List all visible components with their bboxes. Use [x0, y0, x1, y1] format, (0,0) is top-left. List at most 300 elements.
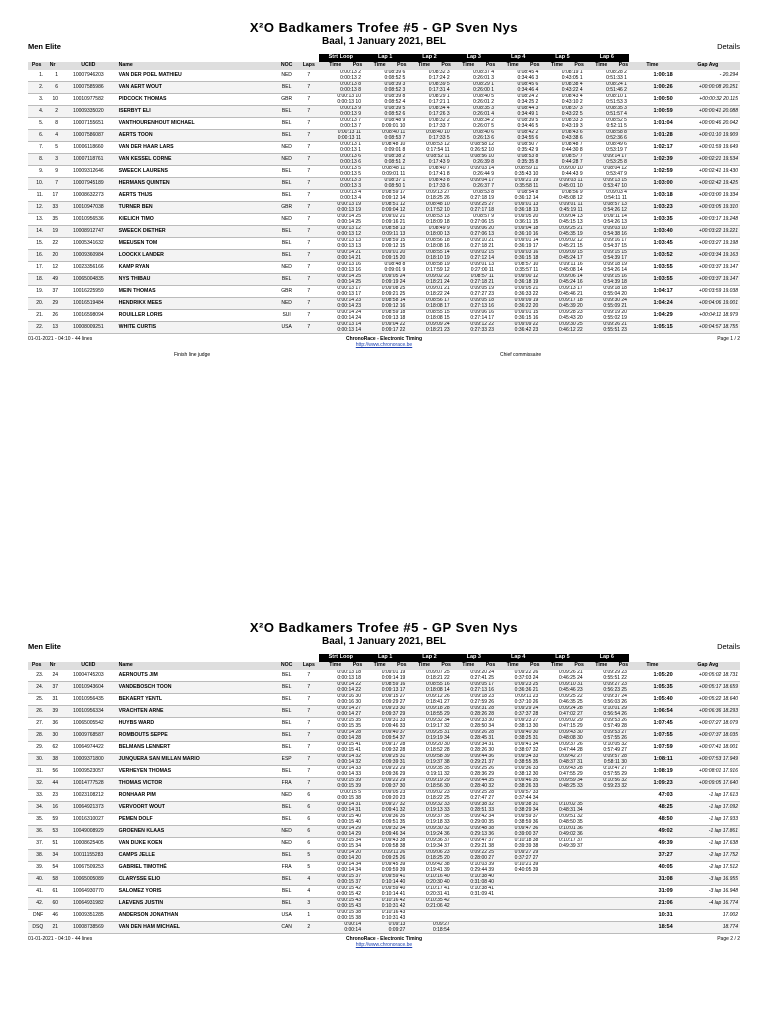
table-row[interactable]: [28, 82, 740, 94]
lap-split: [363, 778, 407, 790]
timing-url-link[interactable]: http://www.chronorace.be: [355, 342, 413, 348]
finish-time: 48:25: [629, 802, 676, 814]
gap-average: -1 lap 17.613: [676, 790, 740, 802]
lap-split: [363, 190, 407, 202]
lap-cumulative: 0:45:24 16: [559, 278, 583, 285]
rider-name: WHITE CURTIS: [117, 322, 275, 334]
lap-split: [540, 682, 584, 694]
lap-cumulative: 0:36:42 23: [514, 326, 539, 333]
lap-time: 0:09:26 28: [470, 729, 494, 736]
print-timestamp: 01-01-2021 - 04:10 - 44 lines: [28, 936, 93, 942]
lap-cumulative: 0:54:26 12: [603, 206, 627, 213]
lap-time: 0:08:39 5: [517, 117, 539, 124]
lap-cumulative: 0:45:15 13: [559, 218, 583, 225]
lap-split: [363, 130, 407, 142]
finish-time: 1:03:40: [629, 226, 676, 238]
lap-cumulative: 0:00:13 9: [340, 110, 361, 117]
rider-position: 25.: [28, 694, 45, 706]
table-row[interactable]: [28, 130, 740, 142]
lap-time: 0:00:14 21: [337, 249, 361, 256]
table-row[interactable]: [28, 670, 740, 682]
lap-cumulative: 0:26:01 4: [473, 110, 494, 117]
lap-time: 0:08:48 10: [381, 141, 406, 148]
rider-position: 19.: [28, 286, 45, 298]
lap-split: [540, 142, 584, 154]
lap-cumulative: 0:37:03 24: [514, 674, 539, 681]
rider-noc: BEL: [274, 250, 299, 262]
lap-split: [319, 838, 363, 850]
rider-name: NYS THIBAU: [117, 274, 275, 286]
rider-number: 5: [45, 142, 60, 154]
lap-cumulative: 0:27:18 19: [470, 194, 494, 201]
lap-cumulative: 0:27:17 18: [470, 206, 494, 213]
lap-time: 0:00:15 5: [340, 789, 361, 796]
lap-cumulative: 0:45:39 20: [559, 302, 583, 309]
table-row[interactable]: [28, 898, 740, 910]
lap-time: 0:08:58 19: [426, 261, 450, 268]
lap-time: 0:09:15 15: [603, 249, 627, 256]
table-row[interactable]: [28, 922, 740, 934]
table-row[interactable]: [28, 910, 740, 922]
lap-split: [585, 898, 629, 910]
table-row[interactable]: [28, 322, 740, 334]
column-header-split-time: Time: [452, 62, 485, 70]
table-row[interactable]: [28, 742, 740, 754]
gap-average: +00:02:41 19.430: [676, 166, 740, 178]
results-body: [28, 70, 740, 334]
lap-split: [452, 730, 496, 742]
lap-cumulative: 0:36:22 20: [514, 302, 539, 309]
lap-split: [452, 910, 496, 922]
lap-cumulative: 0:00:13 13: [337, 242, 361, 249]
column-header-nr: Nr: [45, 62, 60, 70]
table-row[interactable]: [28, 778, 740, 790]
lap-split: [363, 838, 407, 850]
lap-cumulative: 0:00:13 7: [340, 122, 361, 129]
timing-url-link[interactable]: http://www.chronorace.be: [355, 942, 413, 948]
rider-uciid: 10008009251: [60, 322, 117, 334]
lap-cumulative: 0:37:27 27: [514, 854, 539, 861]
table-row[interactable]: [28, 802, 740, 814]
finish-time: 1:08:19: [629, 766, 676, 778]
page-header: [28, 636, 740, 654]
rider-name: KAMP RYAN: [117, 262, 275, 274]
lap-cumulative: 0:57:49 28: [603, 722, 627, 729]
lap-cumulative: 0:00:14 34: [337, 866, 361, 873]
lap-cumulative: 0:09:13 17: [381, 686, 406, 693]
gap-average: +00:07:27 18.079: [676, 718, 740, 730]
finish-time: 1:05:15: [629, 322, 676, 334]
results-body: [28, 670, 740, 934]
page-title: X²O Badkamers Trofee #5 - GP Sven Nys: [249, 20, 519, 35]
table-row[interactable]: [28, 226, 740, 238]
table-row[interactable]: [28, 70, 740, 82]
lap-split: [407, 910, 451, 922]
rider-number: 6: [45, 82, 60, 94]
lap-cumulative: 0:45:19 11: [559, 206, 583, 213]
lap-cumulative: 0:00:13 17: [337, 290, 361, 297]
lap-cumulative: 0:52:36 6: [606, 134, 627, 141]
lap-time: 0:09:42 27: [559, 753, 583, 760]
table-row[interactable]: [28, 718, 740, 730]
lap-time: 0:09:43 30: [559, 729, 583, 736]
lap-time: 0:00:13 6: [340, 153, 361, 160]
lap-split: [319, 166, 363, 178]
lap-cumulative: 0:28:50 34: [470, 722, 494, 729]
rider-uciid: 10016310027: [60, 814, 117, 826]
lap-time: 0:08:40 6: [473, 129, 494, 136]
lap-time: 0:09:11 16: [559, 261, 583, 268]
table-row[interactable]: [28, 790, 740, 802]
lap-time: 0:08:39 5: [384, 105, 406, 112]
lap-split: [540, 886, 584, 898]
lap-cumulative: 0:36:11 15: [515, 218, 539, 225]
table-row[interactable]: [28, 874, 740, 886]
lap-group-label: Lap 4: [496, 654, 540, 662]
rider-position: 15.: [28, 238, 45, 250]
lap-time: 0:08:38 2: [384, 153, 406, 160]
finish-time: 47:03: [629, 790, 676, 802]
lap-group-header: [28, 654, 740, 662]
lap-time: 0:09:18 23: [470, 693, 494, 700]
rider-noc: FRA: [274, 862, 299, 874]
lap-split: [319, 826, 363, 838]
lap-split: [452, 826, 496, 838]
gap-average: +00:03:34 19.163: [676, 250, 740, 262]
table-row[interactable]: [28, 142, 740, 154]
table-row[interactable]: [28, 862, 740, 874]
lap-split: [585, 910, 629, 922]
finish-time: 1:00:59: [629, 106, 676, 118]
lap-time: 0:00:13 5: [340, 165, 361, 172]
rider-name: TURNER BEN: [117, 202, 275, 214]
rider-number: 53: [45, 826, 60, 838]
rider-uciid: 10023356166: [60, 262, 117, 274]
rider-laps: 3: [299, 898, 319, 910]
lap-split: [407, 898, 451, 910]
lap-time: 0:09:27 29: [514, 849, 539, 856]
lap-split: [585, 286, 629, 298]
lap-time: 0:08:54 8: [517, 189, 539, 196]
lap-time: 0:08:33 3: [561, 117, 583, 124]
lap-split: [585, 130, 629, 142]
lap-group-label: Lap 3: [452, 54, 496, 62]
lap-time: 0:09:32 34: [426, 717, 450, 724]
lap-time: 0:08:24 2: [517, 93, 539, 100]
table-row[interactable]: [28, 274, 740, 286]
lap-split: [540, 838, 584, 850]
lap-cumulative: 0:00:15 39: [337, 782, 361, 789]
rider-noc: BEL: [274, 118, 299, 130]
lap-split: [540, 778, 584, 790]
lap-split: [319, 322, 363, 334]
lap-cumulative: 0:36:12 14: [514, 194, 539, 201]
lap-time: 0:00:15 43: [337, 897, 361, 904]
lap-cumulative: 0:26:01 2: [473, 98, 494, 105]
lap-time: 0:08:56 18: [426, 237, 450, 244]
rider-laps: 7: [299, 118, 319, 130]
lap-cumulative: 0:27:14 17: [470, 314, 494, 321]
table-row[interactable]: [28, 838, 740, 850]
lap-time: 0:08:29 1: [473, 81, 494, 88]
lap-split: [540, 154, 584, 166]
table-row[interactable]: [28, 250, 740, 262]
lap-cumulative: 0:47:55 29: [559, 770, 583, 777]
lap-split: [540, 322, 584, 334]
rider-noc: USA: [274, 322, 299, 334]
lap-split: [496, 82, 540, 94]
finish-time: 31:09: [629, 886, 676, 898]
lap-cumulative: 0:27:13 16: [470, 302, 494, 309]
lap-cumulative: 0:36:15 16: [514, 314, 539, 321]
lap-cumulative: 0:09:01 11: [382, 170, 406, 177]
rider-noc: BEL: [274, 694, 299, 706]
lap-cumulative: 0:00:15 40: [337, 818, 361, 825]
lap-time: 0:09:26 21: [603, 321, 627, 328]
lap-time: 0:08:59 11: [515, 165, 539, 172]
rider-noc: NED: [274, 298, 299, 310]
lap-cumulative: 0:19:13 33: [426, 806, 450, 813]
lap-time: 0:08:52 11: [426, 153, 450, 160]
lap-cumulative: 0:26:00 1: [473, 86, 494, 93]
lap-split: [319, 250, 363, 262]
lap-time: 0:08:55 14: [426, 249, 450, 256]
lap-time: 0:08:58 13: [381, 225, 406, 232]
lap-split: [452, 94, 496, 106]
lap-cumulative: 0:46:12 22: [559, 326, 583, 333]
rider-uciid: 10010943604: [60, 682, 117, 694]
finish-judge-label: Finish line judge: [174, 352, 211, 358]
lap-cumulative: 0:09:01 8: [384, 146, 406, 153]
lap-time: 0:10:03 39: [470, 861, 494, 868]
lap-split: [496, 862, 540, 874]
rider-number: 56: [45, 766, 60, 778]
rider-laps: 7: [299, 754, 319, 766]
lap-split: [452, 922, 496, 934]
table-row[interactable]: [28, 154, 740, 166]
rider-position: 23.: [28, 670, 45, 682]
lap-cumulative: 0:00:13 11: [337, 134, 361, 141]
column-header-split-time: Time: [540, 662, 573, 670]
lap-split: [452, 130, 496, 142]
finish-time: 1:05:40: [629, 694, 676, 706]
lap-time: 0:08:43 4: [561, 93, 583, 100]
lap-split: [319, 910, 363, 922]
lap-cumulative: 0:34:46 5: [517, 122, 539, 129]
lap-cumulative: 0:09:36 29: [381, 770, 406, 777]
lap-split: [407, 874, 451, 886]
lap-split: [363, 70, 407, 82]
lap-cumulative: 0:21:06 42: [426, 902, 450, 909]
lap-time: 0:09:22 25: [470, 849, 494, 856]
finish-time: 21:06: [629, 898, 676, 910]
details-link[interactable]: Details: [717, 642, 740, 651]
table-row[interactable]: [28, 286, 740, 298]
table-row[interactable]: [28, 238, 740, 250]
gap-average: +00:01:59 19.649: [676, 142, 740, 154]
gap-average: +00:03:59 19.038: [676, 286, 740, 298]
lap-cumulative: 0:26:52 10: [470, 146, 494, 153]
lap-time: 0:09:25 31: [381, 753, 406, 760]
lap-time: 0:09:47 37: [470, 837, 494, 844]
gap-average: +00:09:05 17.640: [676, 778, 740, 790]
table-row[interactable]: [28, 202, 740, 214]
lap-time: 0:08:51 12: [381, 201, 406, 208]
lap-split: [319, 706, 363, 718]
results-page-1: [28, 20, 740, 366]
details-link[interactable]: Details: [717, 42, 740, 51]
rider-name: PEMEN DOLF: [117, 814, 275, 826]
lap-split: [407, 322, 451, 334]
lap-split: [540, 802, 584, 814]
lap-cumulative: 0:09:37 29: [381, 710, 406, 717]
lap-split: [540, 670, 584, 682]
rider-laps: 7: [299, 178, 319, 190]
table-row[interactable]: [28, 682, 740, 694]
table-row[interactable]: [28, 814, 740, 826]
rider-number: 30: [45, 730, 60, 742]
lap-split: [496, 274, 540, 286]
lap-split: [585, 118, 629, 130]
table-row[interactable]: [28, 166, 740, 178]
table-row[interactable]: [28, 190, 740, 202]
lap-cumulative: 0:48:25 33: [559, 782, 583, 789]
table-row[interactable]: [28, 310, 740, 322]
lap-time: 0:09:01 20: [381, 249, 406, 256]
lap-split: [585, 106, 629, 118]
lap-time: 0:09:01 14: [514, 237, 539, 244]
category-label: Men Elite: [28, 42, 61, 51]
rider-uciid: 10007118761: [60, 154, 117, 166]
lap-time: 0:08:39 3: [384, 81, 406, 88]
column-header-uciid: UCIID: [60, 62, 117, 70]
lap-split: [452, 706, 496, 718]
lap-time: 0:08:35 3: [473, 105, 494, 112]
table-row[interactable]: [28, 730, 740, 742]
gap-average: +00:00:32 20.115: [676, 94, 740, 106]
table-row[interactable]: [28, 214, 740, 226]
lap-split: [319, 214, 363, 226]
lap-cumulative: 0:18:08 16: [426, 242, 450, 249]
lap-split: [540, 274, 584, 286]
table-row[interactable]: [28, 694, 740, 706]
lap-split: [407, 766, 451, 778]
lap-time: 0:00:13 2: [340, 70, 361, 76]
rider-uciid: 10023108212: [60, 790, 117, 802]
lap-split: [452, 778, 496, 790]
rider-position: 37.: [28, 838, 45, 850]
lap-time: 0:09:03 10: [603, 225, 627, 232]
lap-split: [540, 118, 584, 130]
rider-laps: 7: [299, 298, 319, 310]
rider-laps: 7: [299, 682, 319, 694]
lap-cumulative: 0:43:22 5: [561, 110, 583, 117]
lap-cumulative: 0:00:14: [344, 926, 361, 933]
lap-time: 0:09:48 38: [470, 825, 494, 832]
lap-split: [363, 730, 407, 742]
lap-split: [452, 166, 496, 178]
lap-cumulative: 0:55:51 23: [603, 326, 627, 333]
table-row[interactable]: [28, 178, 740, 190]
rider-name: HENDRIKX MEES: [117, 298, 275, 310]
lap-time: 0:08:24 1: [606, 81, 627, 88]
lap-cumulative: 0:28:26 30: [470, 746, 494, 753]
lap-split: [585, 310, 629, 322]
lap-split: [319, 286, 363, 298]
lap-time: 0:09:21 19: [514, 177, 539, 184]
lap-time: 0:09:34 33: [514, 753, 539, 760]
rider-position: 3.: [28, 94, 45, 106]
lap-cumulative: 0:08:52 4: [384, 98, 406, 105]
column-header-time: Time: [629, 62, 676, 70]
lap-split: [407, 670, 451, 682]
lap-time: 0:09:19 29: [426, 777, 450, 784]
table-row[interactable]: [28, 298, 740, 310]
table-row[interactable]: [28, 106, 740, 118]
rider-position: 4.: [28, 106, 45, 118]
lap-time: 0:10:47 27: [603, 765, 627, 772]
lap-cumulative: 0:45:08 14: [559, 266, 583, 273]
lap-time: 0:10:38 40: [470, 873, 494, 880]
lap-time: 0:09:42 38: [426, 861, 450, 868]
lap-cumulative: 0:09:21 25: [381, 290, 406, 297]
lap-time: 0:09:30 24: [603, 297, 627, 304]
lap-split: [585, 706, 629, 718]
table-row[interactable]: [28, 262, 740, 274]
rider-laps: 1: [299, 910, 319, 922]
column-header-split-time: Time: [407, 62, 440, 70]
rider-noc: NED: [274, 214, 299, 226]
lap-cumulative: 0:53:19 7: [606, 146, 627, 153]
column-header-laps: Laps: [299, 662, 319, 670]
lap-cumulative: 0:44:28 7: [561, 158, 583, 165]
table-row[interactable]: [28, 766, 740, 778]
lap-cumulative: 0:48:08 30: [559, 734, 583, 741]
gap-average: -3 lap 16.948: [676, 886, 740, 898]
column-header-name: Name: [117, 62, 275, 70]
lap-split: [363, 742, 407, 754]
table-row[interactable]: [28, 754, 740, 766]
table-row[interactable]: [28, 94, 740, 106]
lap-cumulative: 0:47:02 27: [559, 710, 583, 717]
lap-cumulative: 0:28:45 31: [470, 734, 494, 741]
rider-number: 1: [45, 70, 60, 82]
lap-split: [319, 874, 363, 886]
table-row[interactable]: [28, 886, 740, 898]
table-row[interactable]: [28, 826, 740, 838]
rider-noc: BEL: [274, 238, 299, 250]
lap-split: [452, 226, 496, 238]
rider-laps: 7: [299, 742, 319, 754]
rider-position: DNF: [28, 910, 45, 922]
rider-noc: USA: [274, 910, 299, 922]
rider-name: BEKAERT YENTL: [117, 694, 275, 706]
lap-split: [540, 298, 584, 310]
table-row[interactable]: [28, 850, 740, 862]
lap-cumulative: 0:09:46 33: [381, 722, 406, 729]
lap-cumulative: 0:00:13 2: [340, 74, 361, 81]
lap-cumulative: 0:54:26 13: [603, 218, 627, 225]
gap-average: +00:03:17 19.248: [676, 214, 740, 226]
lap-cumulative: 0:09:15 20: [381, 254, 406, 261]
lap-time: 0:08:39 5: [428, 81, 450, 88]
lap-time: 0:09:04 17: [470, 177, 494, 184]
lap-cumulative: 0:09:46 34: [381, 830, 406, 837]
gap-average: +00:03:37 19.147: [676, 262, 740, 274]
table-row[interactable]: [28, 706, 740, 718]
lap-cumulative: 0:00:13 8: [340, 86, 361, 93]
table-row[interactable]: [28, 118, 740, 130]
